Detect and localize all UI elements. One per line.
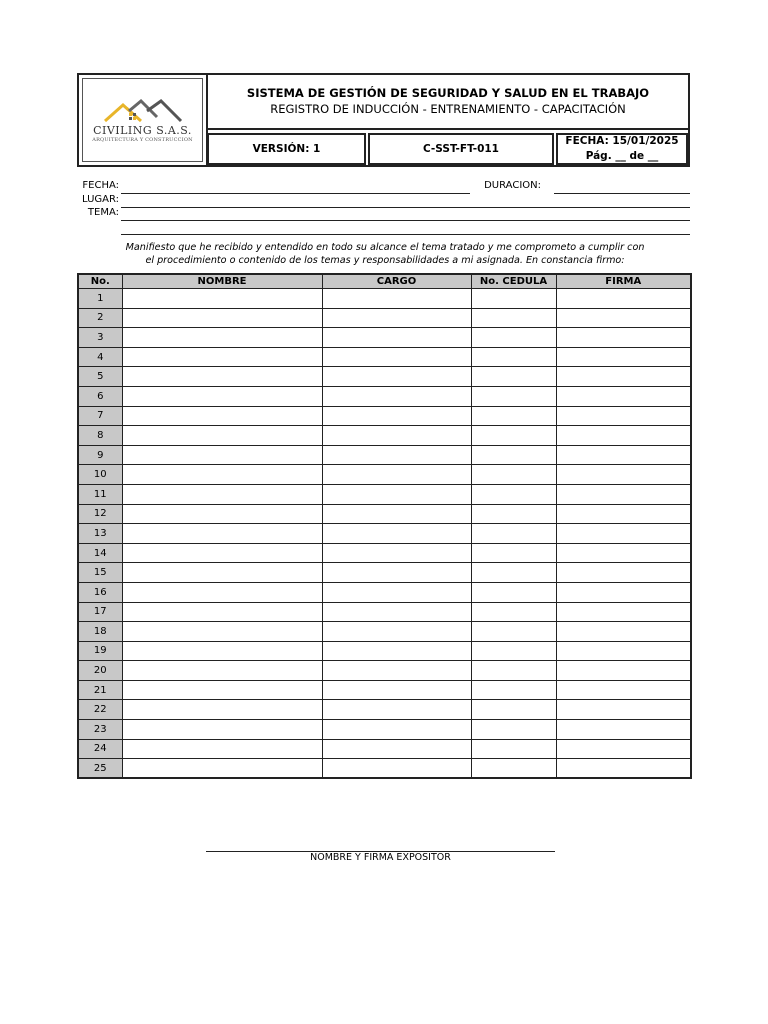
row-number: 1 (78, 289, 122, 309)
nombre-cell[interactable] (122, 328, 322, 348)
header-cedula: No. CEDULA (471, 274, 556, 289)
cargo-cell[interactable] (322, 308, 471, 328)
row-number: 17 (78, 602, 122, 622)
signature-label: NOMBRE Y FIRMA EXPOSITOR (310, 852, 451, 863)
table-header-row (78, 274, 691, 289)
firma-cell[interactable] (556, 328, 691, 348)
nombre-cell[interactable] (122, 563, 322, 583)
title-cell (208, 75, 688, 130)
row-number: 13 (78, 524, 122, 544)
row-number: 4 (78, 347, 122, 367)
date-cell (556, 133, 688, 165)
row-number: 14 (78, 543, 122, 563)
nombre-cell[interactable] (122, 759, 322, 779)
table-row (78, 289, 691, 309)
header-meta-row (208, 130, 688, 165)
table-row (78, 328, 691, 348)
firma-cell[interactable] (556, 426, 691, 446)
cargo-cell[interactable] (322, 406, 471, 426)
table-row (78, 308, 691, 328)
cedula-cell[interactable] (471, 661, 556, 681)
nombre-cell[interactable] (122, 347, 322, 367)
cedula-cell[interactable] (471, 406, 556, 426)
firma-cell[interactable] (556, 700, 691, 720)
firma-cell[interactable] (556, 582, 691, 602)
cargo-cell[interactable] (322, 739, 471, 759)
cedula-cell[interactable] (471, 445, 556, 465)
roof-logo-icon (103, 99, 185, 125)
document-subtitle: REGISTRO DE INDUCCIÓN - ENTRENAMIENTO - CAPACITACIÓN (270, 102, 626, 116)
firma-cell[interactable] (556, 563, 691, 583)
row-number: 24 (78, 739, 122, 759)
header-cargo: CARGO (322, 274, 471, 289)
cedula-cell[interactable] (471, 504, 556, 524)
lugar-field[interactable] (121, 207, 690, 208)
company-tagline: ARQUITECTURA Y CONSTRUCCION (92, 137, 193, 143)
cedula-cell[interactable] (471, 367, 556, 387)
nombre-cell[interactable] (122, 602, 322, 622)
row-number: 7 (78, 406, 122, 426)
table-row (78, 504, 691, 524)
row-number: 3 (78, 328, 122, 348)
lugar-label: LUGAR: (82, 194, 119, 205)
nombre-cell[interactable] (122, 582, 322, 602)
table-row (78, 347, 691, 367)
row-number: 8 (78, 426, 122, 446)
tema-field-line-2[interactable] (121, 234, 690, 235)
table-row (78, 524, 691, 544)
consent-line-1: Manifiesto que he recibido y entendido en todo su alcance el tema tratado y me comprometo a cumplir con (125, 242, 645, 253)
firma-cell[interactable] (556, 622, 691, 642)
row-number: 12 (78, 504, 122, 524)
cedula-cell[interactable] (471, 347, 556, 367)
cedula-cell[interactable] (471, 759, 556, 779)
cargo-cell[interactable] (322, 641, 471, 661)
cargo-cell[interactable] (322, 602, 471, 622)
table-row (78, 602, 691, 622)
row-number: 9 (78, 445, 122, 465)
table-row (78, 759, 691, 779)
nombre-cell[interactable] (122, 367, 322, 387)
attendance-table (77, 273, 692, 779)
firma-cell[interactable] (556, 465, 691, 485)
code-cell (368, 133, 554, 165)
document-header (77, 73, 690, 167)
cedula-cell[interactable] (471, 739, 556, 759)
nombre-cell[interactable] (122, 661, 322, 681)
firma-cell[interactable] (556, 524, 691, 544)
cargo-cell[interactable] (322, 386, 471, 406)
table-row (78, 720, 691, 740)
cedula-cell[interactable] (471, 700, 556, 720)
consent-line-2: el procedimiento o contenido de los temas y responsabilidades a mi asignada. En constancia firmo: (145, 255, 625, 266)
nombre-cell[interactable] (122, 504, 322, 524)
firma-cell[interactable] (556, 386, 691, 406)
duracion-field[interactable] (554, 193, 690, 194)
duracion-label: DURACION: (484, 180, 541, 191)
table-row (78, 563, 691, 583)
row-number: 16 (78, 582, 122, 602)
nombre-cell[interactable] (122, 289, 322, 309)
cargo-cell[interactable] (322, 289, 471, 309)
row-number: 5 (78, 367, 122, 387)
firma-cell[interactable] (556, 367, 691, 387)
firma-cell[interactable] (556, 759, 691, 779)
table-row (78, 445, 691, 465)
cargo-cell[interactable] (322, 680, 471, 700)
tema-field[interactable] (121, 220, 690, 221)
cargo-cell[interactable] (322, 759, 471, 779)
table-row (78, 739, 691, 759)
table-row (78, 661, 691, 681)
header-no: No. (78, 274, 122, 289)
firma-cell[interactable] (556, 347, 691, 367)
cargo-cell[interactable] (322, 582, 471, 602)
firma-cell[interactable] (556, 602, 691, 622)
version-label: VERSIÓN: 1 (252, 143, 321, 155)
row-number: 21 (78, 680, 122, 700)
cargo-cell[interactable] (322, 347, 471, 367)
nombre-cell[interactable] (122, 386, 322, 406)
row-number: 18 (78, 622, 122, 642)
cedula-cell[interactable] (471, 680, 556, 700)
cedula-cell[interactable] (471, 563, 556, 583)
table-row (78, 700, 691, 720)
firma-cell[interactable] (556, 543, 691, 563)
nombre-cell[interactable] (122, 308, 322, 328)
firma-cell[interactable] (556, 661, 691, 681)
firma-cell[interactable] (556, 739, 691, 759)
cedula-cell[interactable] (471, 328, 556, 348)
nombre-cell[interactable] (122, 543, 322, 563)
cedula-cell[interactable] (471, 426, 556, 446)
nombre-cell[interactable] (122, 445, 322, 465)
cedula-cell[interactable] (471, 641, 556, 661)
cargo-cell[interactable] (322, 700, 471, 720)
fecha-field[interactable] (121, 193, 470, 194)
cargo-cell[interactable] (322, 622, 471, 642)
table-row (78, 367, 691, 387)
header-firma: FIRMA (556, 274, 691, 289)
row-number: 15 (78, 563, 122, 583)
firma-cell[interactable] (556, 445, 691, 465)
nombre-cell[interactable] (122, 680, 322, 700)
cedula-cell[interactable] (471, 386, 556, 406)
cedula-cell[interactable] (471, 465, 556, 485)
cargo-cell[interactable] (322, 504, 471, 524)
nombre-cell[interactable] (122, 426, 322, 446)
version-cell (207, 133, 366, 165)
firma-cell[interactable] (556, 504, 691, 524)
row-number: 6 (78, 386, 122, 406)
cedula-cell[interactable] (471, 602, 556, 622)
table-row (78, 582, 691, 602)
cargo-cell[interactable] (322, 720, 471, 740)
cargo-cell[interactable] (322, 524, 471, 544)
row-number: 10 (78, 465, 122, 485)
tema-label: TEMA: (87, 207, 119, 218)
cargo-cell[interactable] (322, 661, 471, 681)
cargo-cell[interactable] (322, 465, 471, 485)
firma-cell[interactable] (556, 289, 691, 309)
table-row (78, 386, 691, 406)
cedula-cell[interactable] (471, 582, 556, 602)
document-code: C-SST-FT-011 (422, 143, 499, 155)
cedula-cell[interactable] (471, 524, 556, 544)
table-row (78, 426, 691, 446)
cargo-cell[interactable] (322, 426, 471, 446)
header-nombre: NOMBRE (122, 274, 322, 289)
page-number: Pág. __ de __ (585, 150, 659, 162)
firma-cell[interactable] (556, 406, 691, 426)
row-number: 25 (78, 759, 122, 779)
table-row (78, 680, 691, 700)
nombre-cell[interactable] (122, 465, 322, 485)
nombre-cell[interactable] (122, 720, 322, 740)
firma-cell[interactable] (556, 641, 691, 661)
table-row (78, 641, 691, 661)
firma-cell[interactable] (556, 680, 691, 700)
company-name: CIVILING S.A.S. (93, 124, 192, 137)
row-number: 2 (78, 308, 122, 328)
fecha-label: FECHA: (82, 180, 119, 191)
cargo-cell[interactable] (322, 328, 471, 348)
row-number: 22 (78, 700, 122, 720)
row-number: 11 (78, 484, 122, 504)
cargo-cell[interactable] (322, 484, 471, 504)
cargo-cell[interactable] (322, 367, 471, 387)
table-row (78, 622, 691, 642)
table-row (78, 484, 691, 504)
cargo-cell[interactable] (322, 563, 471, 583)
table-row (78, 465, 691, 485)
row-number: 23 (78, 720, 122, 740)
nombre-cell[interactable] (122, 700, 322, 720)
nombre-cell[interactable] (122, 524, 322, 544)
row-number: 19 (78, 641, 122, 661)
cedula-cell[interactable] (471, 622, 556, 642)
cedula-cell[interactable] (471, 543, 556, 563)
nombre-cell[interactable] (122, 406, 322, 426)
firma-cell[interactable] (556, 484, 691, 504)
document-date: FECHA: 15/01/2025 (565, 135, 679, 147)
row-number: 20 (78, 661, 122, 681)
logo-cell (79, 75, 208, 165)
firma-cell[interactable] (556, 720, 691, 740)
cedula-cell[interactable] (471, 308, 556, 328)
cedula-cell[interactable] (471, 720, 556, 740)
company-logo (82, 78, 203, 162)
table-row (78, 406, 691, 426)
table-row (78, 543, 691, 563)
nombre-cell[interactable] (122, 484, 322, 504)
firma-cell[interactable] (556, 308, 691, 328)
cedula-cell[interactable] (471, 289, 556, 309)
cargo-cell[interactable] (322, 543, 471, 563)
nombre-cell[interactable] (122, 641, 322, 661)
document-title: SISTEMA DE GESTIÓN DE SEGURIDAD Y SALUD EN EL TRABAJO (246, 86, 650, 100)
nombre-cell[interactable] (122, 739, 322, 759)
cedula-cell[interactable] (471, 484, 556, 504)
cargo-cell[interactable] (322, 445, 471, 465)
consent-statement (110, 241, 660, 267)
nombre-cell[interactable] (122, 622, 322, 642)
